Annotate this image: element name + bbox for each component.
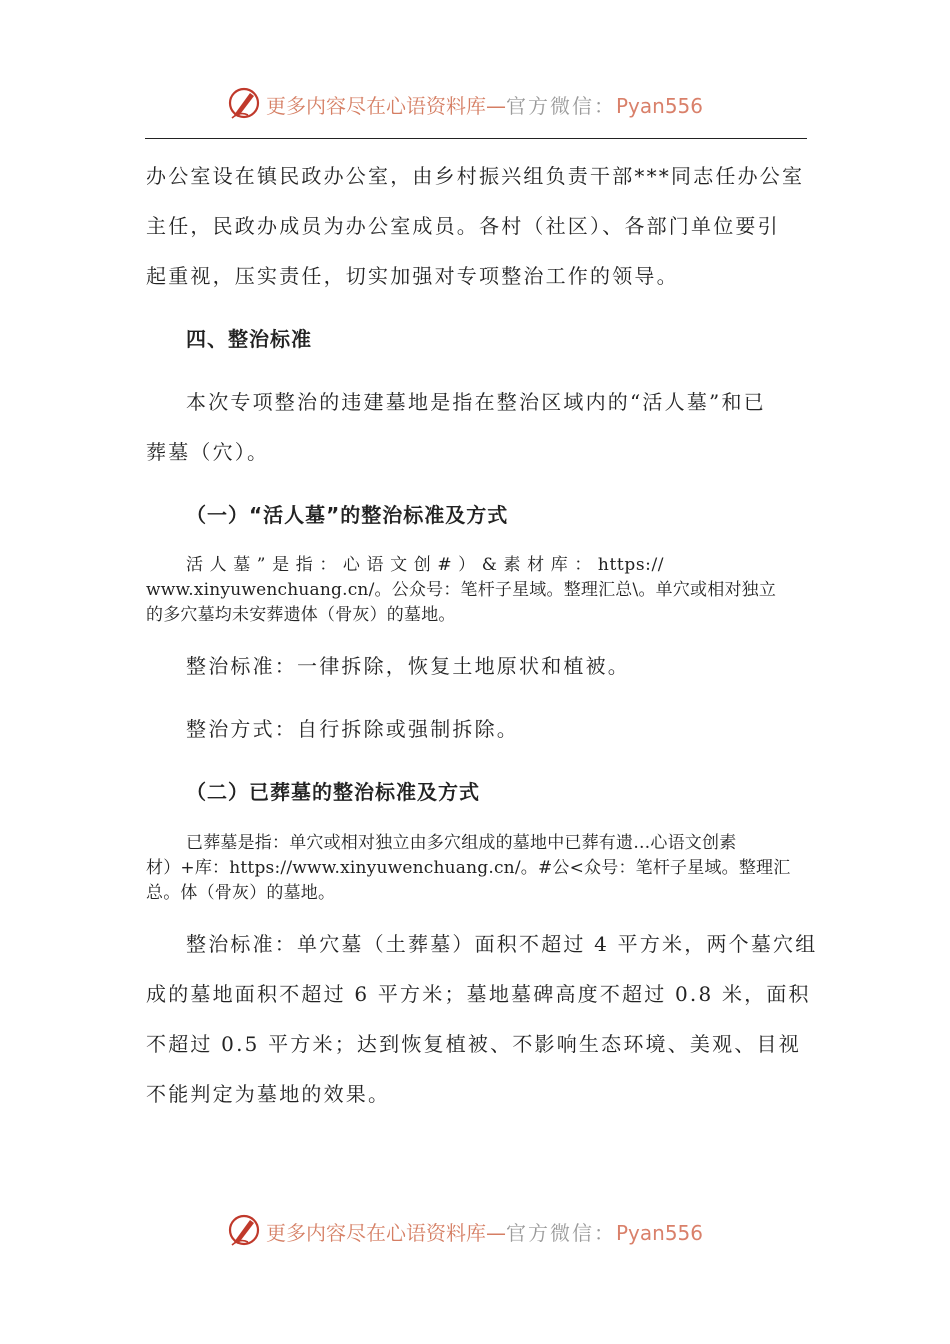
pen-logo-icon xyxy=(226,1212,264,1248)
standard2-line4: 不能判定为墓地的效果。 xyxy=(146,1082,391,1106)
standard2-line1: 整治标准：单穴墓（土葬墓）面积不超过 4 平方米，两个墓穴组 xyxy=(186,932,818,956)
subheading-2: （二）已葬墓的整治标准及方式 xyxy=(186,780,480,804)
banner-text xyxy=(266,90,703,119)
standard1: 整治标准：一律拆除，恢复土地原状和植被。 xyxy=(186,654,630,678)
banner-dash: — xyxy=(486,1221,506,1245)
para1-line1: 办公室设在镇民政办公室，由乡村振兴组负责干部***同志任办公室 xyxy=(146,164,805,188)
header-divider xyxy=(145,138,807,139)
banner-wechat-label: 官方微信： xyxy=(506,1221,616,1245)
banner-text xyxy=(266,1217,703,1246)
footer-banner xyxy=(0,1210,950,1250)
banner-wechat-id: Pyan556 xyxy=(616,94,704,118)
standard2-line2: 成的墓地面积不超过 6 平方米；墓地墓碑高度不超过 0.8 米，面积 xyxy=(146,982,811,1006)
para2-line2: 葬墓（穴）。 xyxy=(146,440,270,464)
def1-line3: 的多穴墓均未安葬遗体（骨灰）的墓地。 xyxy=(146,605,456,625)
banner-prefix: 更多内容尽在心语资料库 xyxy=(266,1221,486,1245)
standard2-line3: 不超过 0.5 平方米；达到恢复植被、不影响生态环境、美观、目视 xyxy=(146,1032,801,1056)
pen-logo-icon xyxy=(226,85,264,121)
def1-line1: 活 人 墓 ” 是 指 ： 心 语 文 创 # ） & 素 材 库 ： https:// xyxy=(186,555,665,575)
def2-line3: 总。体（骨灰）的墓地。 xyxy=(146,883,336,903)
para1-line2: 主任，民政办成员为办公室成员。各村（社区）、各部门单位要引 xyxy=(146,214,780,238)
method1: 整治方式：自行拆除或强制拆除。 xyxy=(186,717,519,741)
banner-wechat-label: 官方微信： xyxy=(506,94,616,118)
def2-line1: 已葬墓是指：单穴或相对独立由多穴组成的墓地中已葬有遗…心语文创素 xyxy=(186,833,737,853)
para1-line3: 起重视，压实责任，切实加强对专项整治工作的领导。 xyxy=(146,264,679,288)
banner-wechat-id: Pyan556 xyxy=(616,1221,704,1245)
para2-line1: 本次专项整治的违建墓地是指在整治区域内的“活人墓”和已 xyxy=(186,390,766,414)
banner-dash: — xyxy=(486,94,506,118)
def2-line2: 材）+库：https://www.xinyuwenchuang.cn/。#公<众号：笔杆子星域。整理汇 xyxy=(146,858,791,878)
subheading-1: （一）“活人墓”的整治标准及方式 xyxy=(186,503,509,527)
def1-line2: www.xinyuwenchuang.cn/。公众号：笔杆子星域。整理汇总\。单穴或相对独立 xyxy=(146,580,777,600)
header-banner xyxy=(0,83,950,123)
section-heading-4: 四、整治标准 xyxy=(186,327,312,351)
banner-prefix: 更多内容尽在心语资料库 xyxy=(266,94,486,118)
